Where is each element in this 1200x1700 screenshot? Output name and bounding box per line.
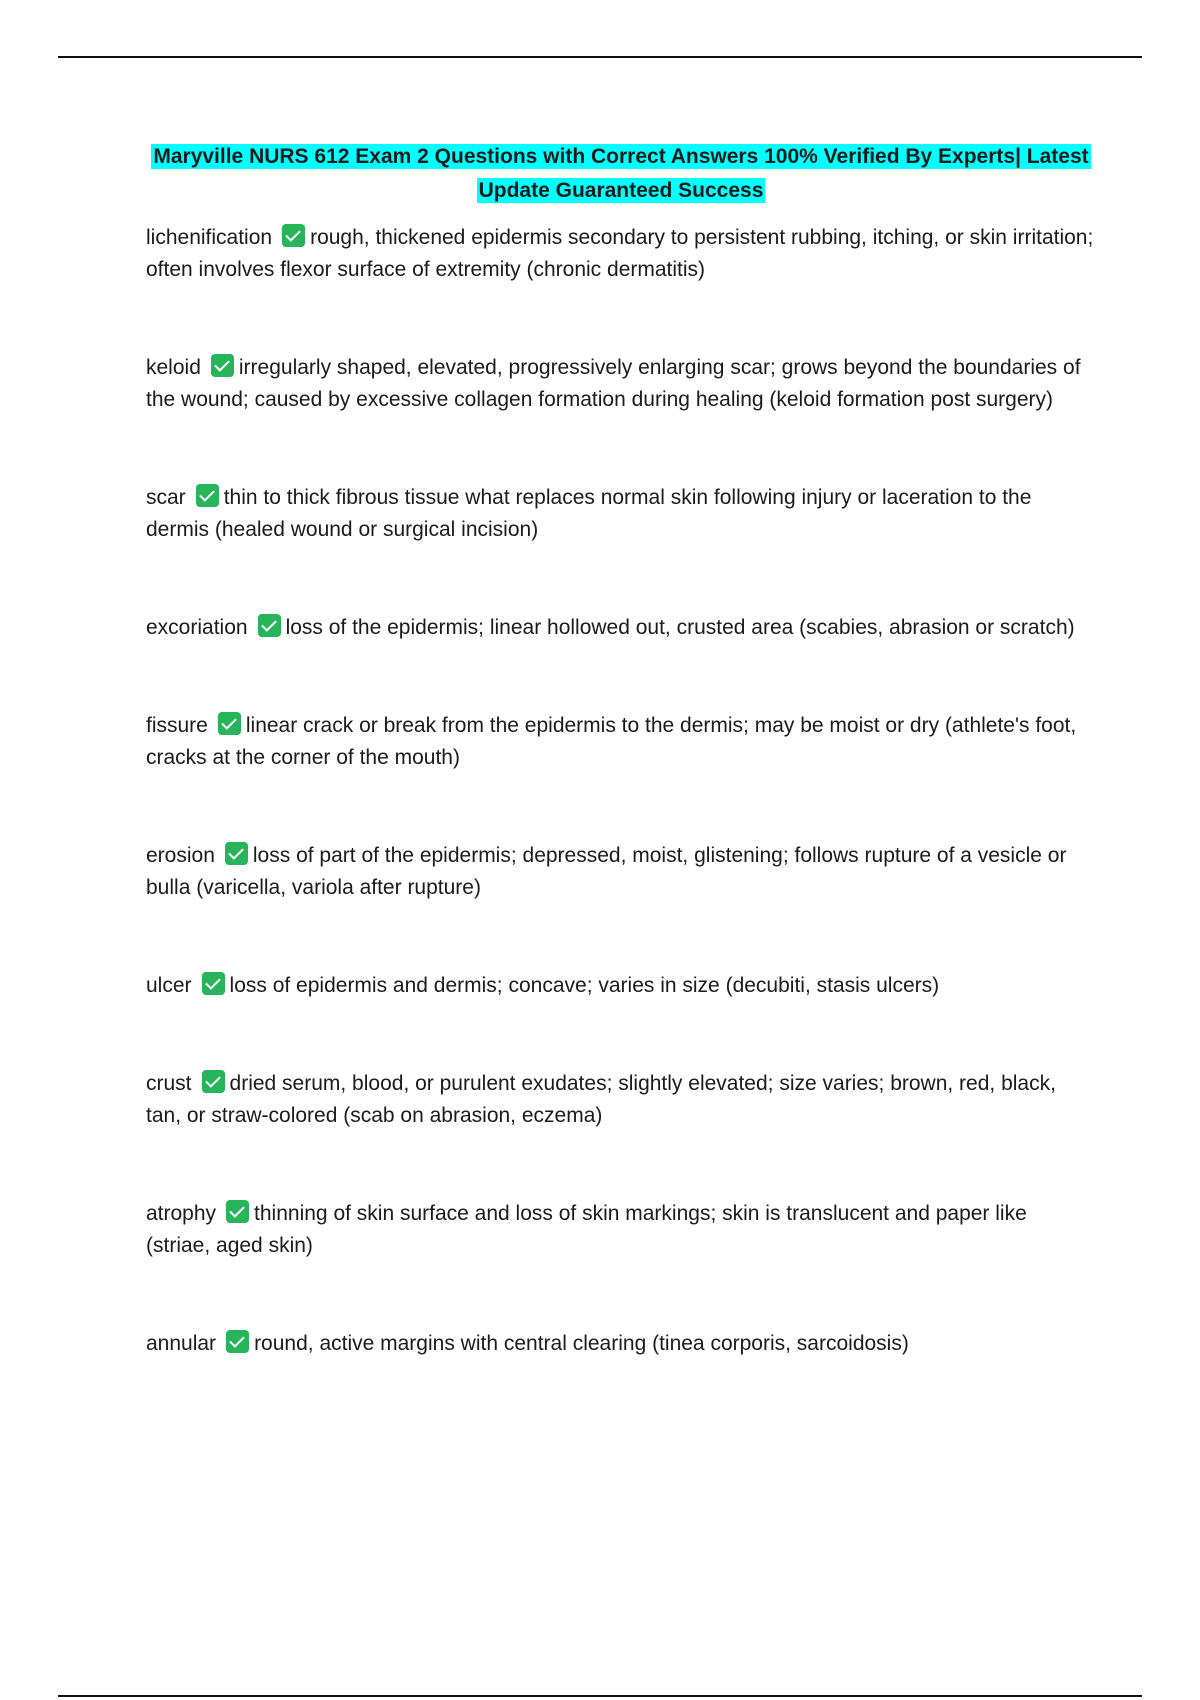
check-icon bbox=[226, 1330, 249, 1353]
entry-term: annular bbox=[146, 1332, 217, 1355]
entry-term: atrophy bbox=[146, 1202, 217, 1225]
list-item bbox=[146, 1198, 1096, 1262]
check-icon bbox=[202, 1070, 225, 1093]
entry-definition: loss of part of the epidermis; depressed, moist, glistening; follows rupture of a vesicle or bulla (varicella, variola after rupture) bbox=[146, 844, 1067, 899]
entry-definition: linear crack or break from the epidermis to the dermis; may be moist or dry (athlete's foot, cracks at the corner of the mouth) bbox=[146, 714, 1077, 769]
document-title bbox=[146, 140, 1096, 208]
entry-term: erosion bbox=[146, 844, 215, 867]
list-item bbox=[146, 352, 1096, 416]
entry-term: scar bbox=[146, 486, 186, 509]
entry-term: keloid bbox=[146, 356, 201, 379]
check-icon bbox=[202, 972, 225, 995]
check-icon bbox=[226, 1200, 249, 1223]
check-icon bbox=[225, 842, 248, 865]
check-icon bbox=[196, 484, 219, 507]
bottom-rule bbox=[58, 1695, 1142, 1697]
list-item bbox=[146, 970, 1096, 1002]
entry-definition: dried serum, blood, or purulent exudates; slightly elevated; size varies; brown, red, black, tan, or straw-colored (scab on abrasion, eczema) bbox=[146, 1072, 1056, 1127]
entry-definition: loss of epidermis and dermis; concave; varies in size (decubiti, stasis ulcers) bbox=[229, 974, 940, 997]
check-icon bbox=[258, 614, 281, 637]
entry-definition: round, active margins with central clearing (tinea corporis, sarcoidosis) bbox=[254, 1332, 909, 1355]
entry-definition: thin to thick fibrous tissue what replaces normal skin following injury or laceration to the dermis (healed wound or surgical incision) bbox=[146, 486, 1032, 541]
qa-list bbox=[146, 222, 1096, 1360]
entry-definition: rough, thickened epidermis secondary to persistent rubbing, itching, or skin irritation; often involves flexor surface of extremity (chronic dermatitis) bbox=[146, 226, 1094, 281]
entry-definition: irregularly shaped, elevated, progressively enlarging scar; grows beyond the boundaries of the wound; caused by excessive collagen formation during healing (keloid formation post surgery) bbox=[146, 356, 1081, 411]
entry-definition: loss of the epidermis; linear hollowed out, crusted area (scabies, abrasion or scratch) bbox=[285, 616, 1075, 639]
entry-definition: thinning of skin surface and loss of skin markings; skin is translucent and paper like (striae, aged skin) bbox=[146, 1202, 1027, 1257]
entry-term: fissure bbox=[146, 714, 208, 737]
entry-term: lichenification bbox=[146, 226, 273, 249]
title-line-1: Maryville NURS 612 Exam 2 Questions with Correct Answers 100% Verified By Experts| Latest bbox=[153, 145, 1089, 168]
check-icon bbox=[282, 224, 305, 247]
top-rule bbox=[58, 56, 1142, 58]
entry-term: ulcer bbox=[146, 974, 192, 997]
check-icon bbox=[218, 712, 241, 735]
title-line-2: Update Guaranteed Success bbox=[478, 179, 764, 202]
list-item bbox=[146, 1068, 1096, 1132]
entry-term: crust bbox=[146, 1072, 192, 1095]
list-item bbox=[146, 840, 1096, 904]
document-body bbox=[146, 140, 1096, 1426]
list-item bbox=[146, 482, 1096, 546]
check-icon bbox=[211, 354, 234, 377]
list-item bbox=[146, 222, 1096, 286]
list-item bbox=[146, 612, 1096, 644]
list-item bbox=[146, 710, 1096, 774]
list-item bbox=[146, 1328, 1096, 1360]
entry-term: excoriation bbox=[146, 616, 248, 639]
